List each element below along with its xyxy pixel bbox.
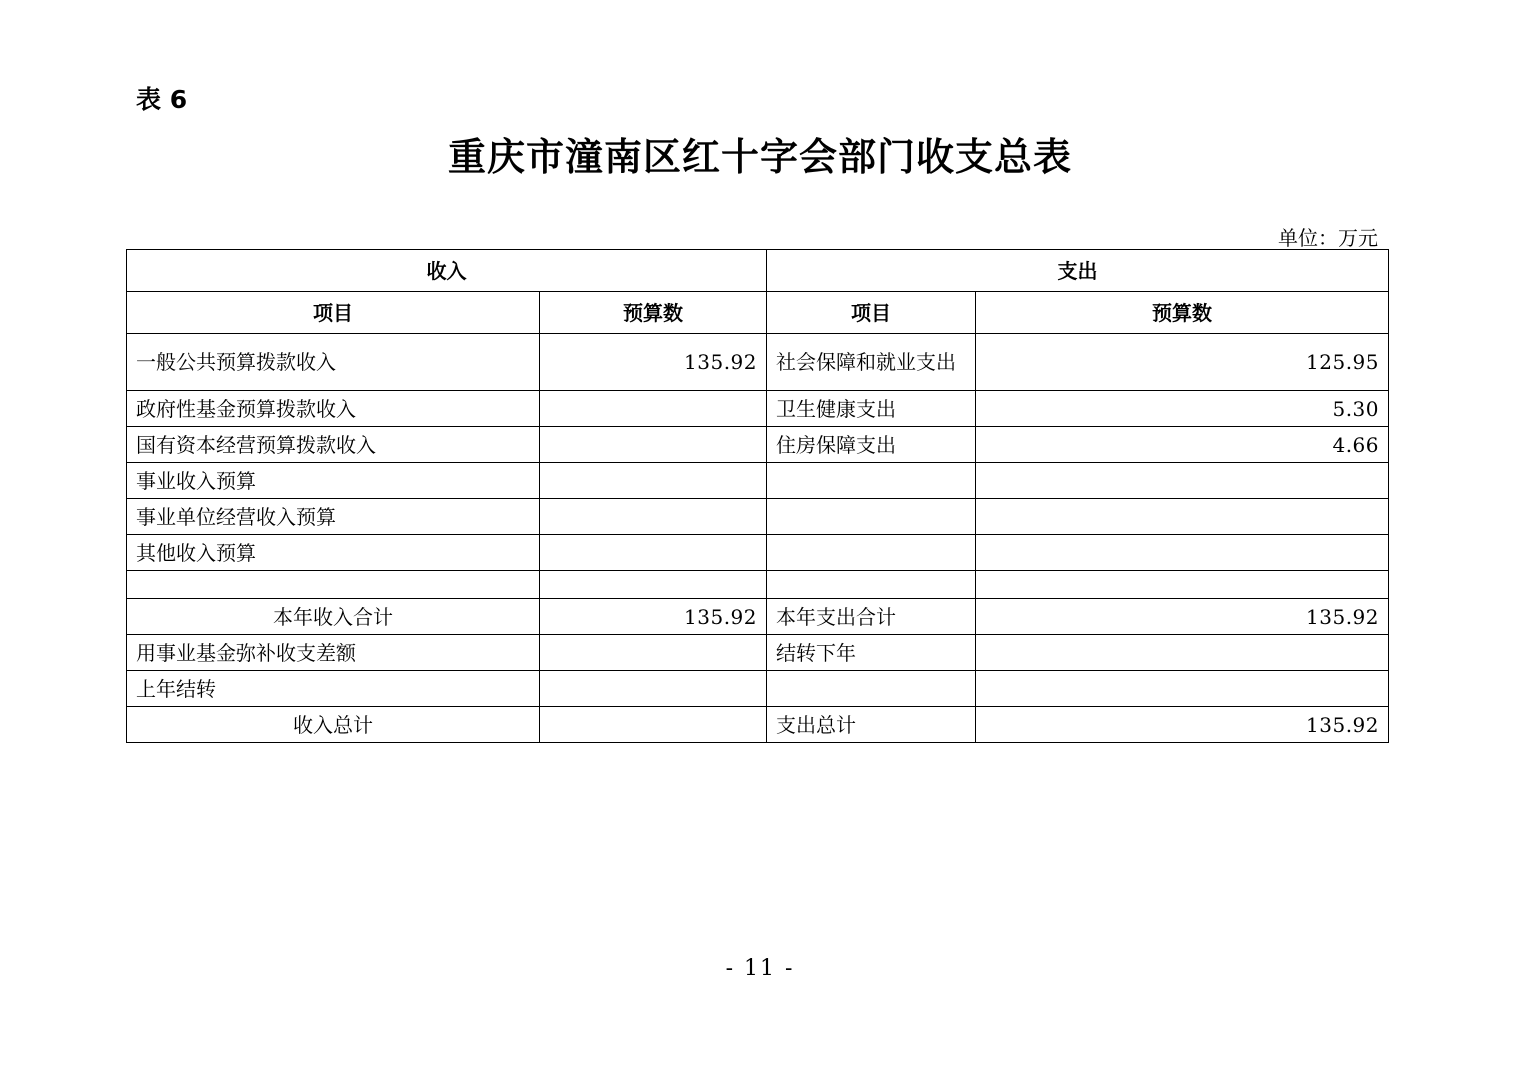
income-value (540, 571, 767, 599)
income-value (540, 707, 767, 743)
income-item: 政府性基金预算拨款收入 (127, 391, 540, 427)
table-row (127, 671, 1389, 707)
income-item (127, 571, 540, 599)
expense-value (976, 499, 1389, 535)
expense-value: 5.30 (976, 391, 1389, 427)
income-budget-header: 预算数 (540, 292, 767, 334)
expense-value (976, 535, 1389, 571)
income-value (540, 499, 767, 535)
table-row (127, 707, 1389, 743)
income-value: 135.92 (540, 334, 767, 391)
expense-header: 支出 (767, 250, 1389, 292)
expense-item: 本年支出合计 (767, 599, 976, 635)
income-value (540, 463, 767, 499)
expense-item: 社会保障和就业支出 (767, 334, 976, 391)
budget-table (126, 249, 1389, 743)
expense-item (767, 535, 976, 571)
income-item-header: 项目 (127, 292, 540, 334)
table-row (127, 391, 1389, 427)
table-subheader-row (127, 292, 1389, 334)
income-item: 收入总计 (127, 707, 540, 743)
expense-item: 住房保障支出 (767, 427, 976, 463)
table-number: 表 6 (136, 85, 188, 114)
expense-item (767, 571, 976, 599)
unit-label: 单位：万元 (1278, 226, 1378, 250)
table-row (127, 599, 1389, 635)
expense-item: 结转下年 (767, 635, 976, 671)
expense-value (976, 463, 1389, 499)
income-item: 本年收入合计 (127, 599, 540, 635)
table-row (127, 535, 1389, 571)
expense-value: 135.92 (976, 599, 1389, 635)
income-value (540, 671, 767, 707)
expense-value: 125.95 (976, 334, 1389, 391)
income-item: 事业收入预算 (127, 463, 540, 499)
expense-item (767, 499, 976, 535)
expense-value: 135.92 (976, 707, 1389, 743)
table-row (127, 427, 1389, 463)
expense-item-header: 项目 (767, 292, 976, 334)
document-title: 重庆市潼南区红十字会部门收支总表 (447, 135, 1072, 179)
income-item: 上年结转 (127, 671, 540, 707)
expense-item (767, 671, 976, 707)
income-item: 一般公共预算拨款收入 (127, 334, 540, 391)
expense-value (976, 571, 1389, 599)
table-row (127, 334, 1389, 391)
income-value (540, 391, 767, 427)
income-header: 收入 (127, 250, 767, 292)
income-value (540, 535, 767, 571)
table-row (127, 571, 1389, 599)
expense-value: 4.66 (976, 427, 1389, 463)
income-item: 事业单位经营收入预算 (127, 499, 540, 535)
expense-item: 支出总计 (767, 707, 976, 743)
page-number: - 11 - (725, 956, 795, 981)
income-value: 135.92 (540, 599, 767, 635)
income-value (540, 635, 767, 671)
expense-item: 卫生健康支出 (767, 391, 976, 427)
income-item: 其他收入预算 (127, 535, 540, 571)
table-row (127, 463, 1389, 499)
income-item: 用事业基金弥补收支差额 (127, 635, 540, 671)
table-row (127, 499, 1389, 535)
expense-value (976, 671, 1389, 707)
income-item: 国有资本经营预算拨款收入 (127, 427, 540, 463)
expense-value (976, 635, 1389, 671)
table-header-row (127, 250, 1389, 292)
income-value (540, 427, 767, 463)
expense-budget-header: 预算数 (976, 292, 1389, 334)
expense-item (767, 463, 976, 499)
table-row (127, 635, 1389, 671)
